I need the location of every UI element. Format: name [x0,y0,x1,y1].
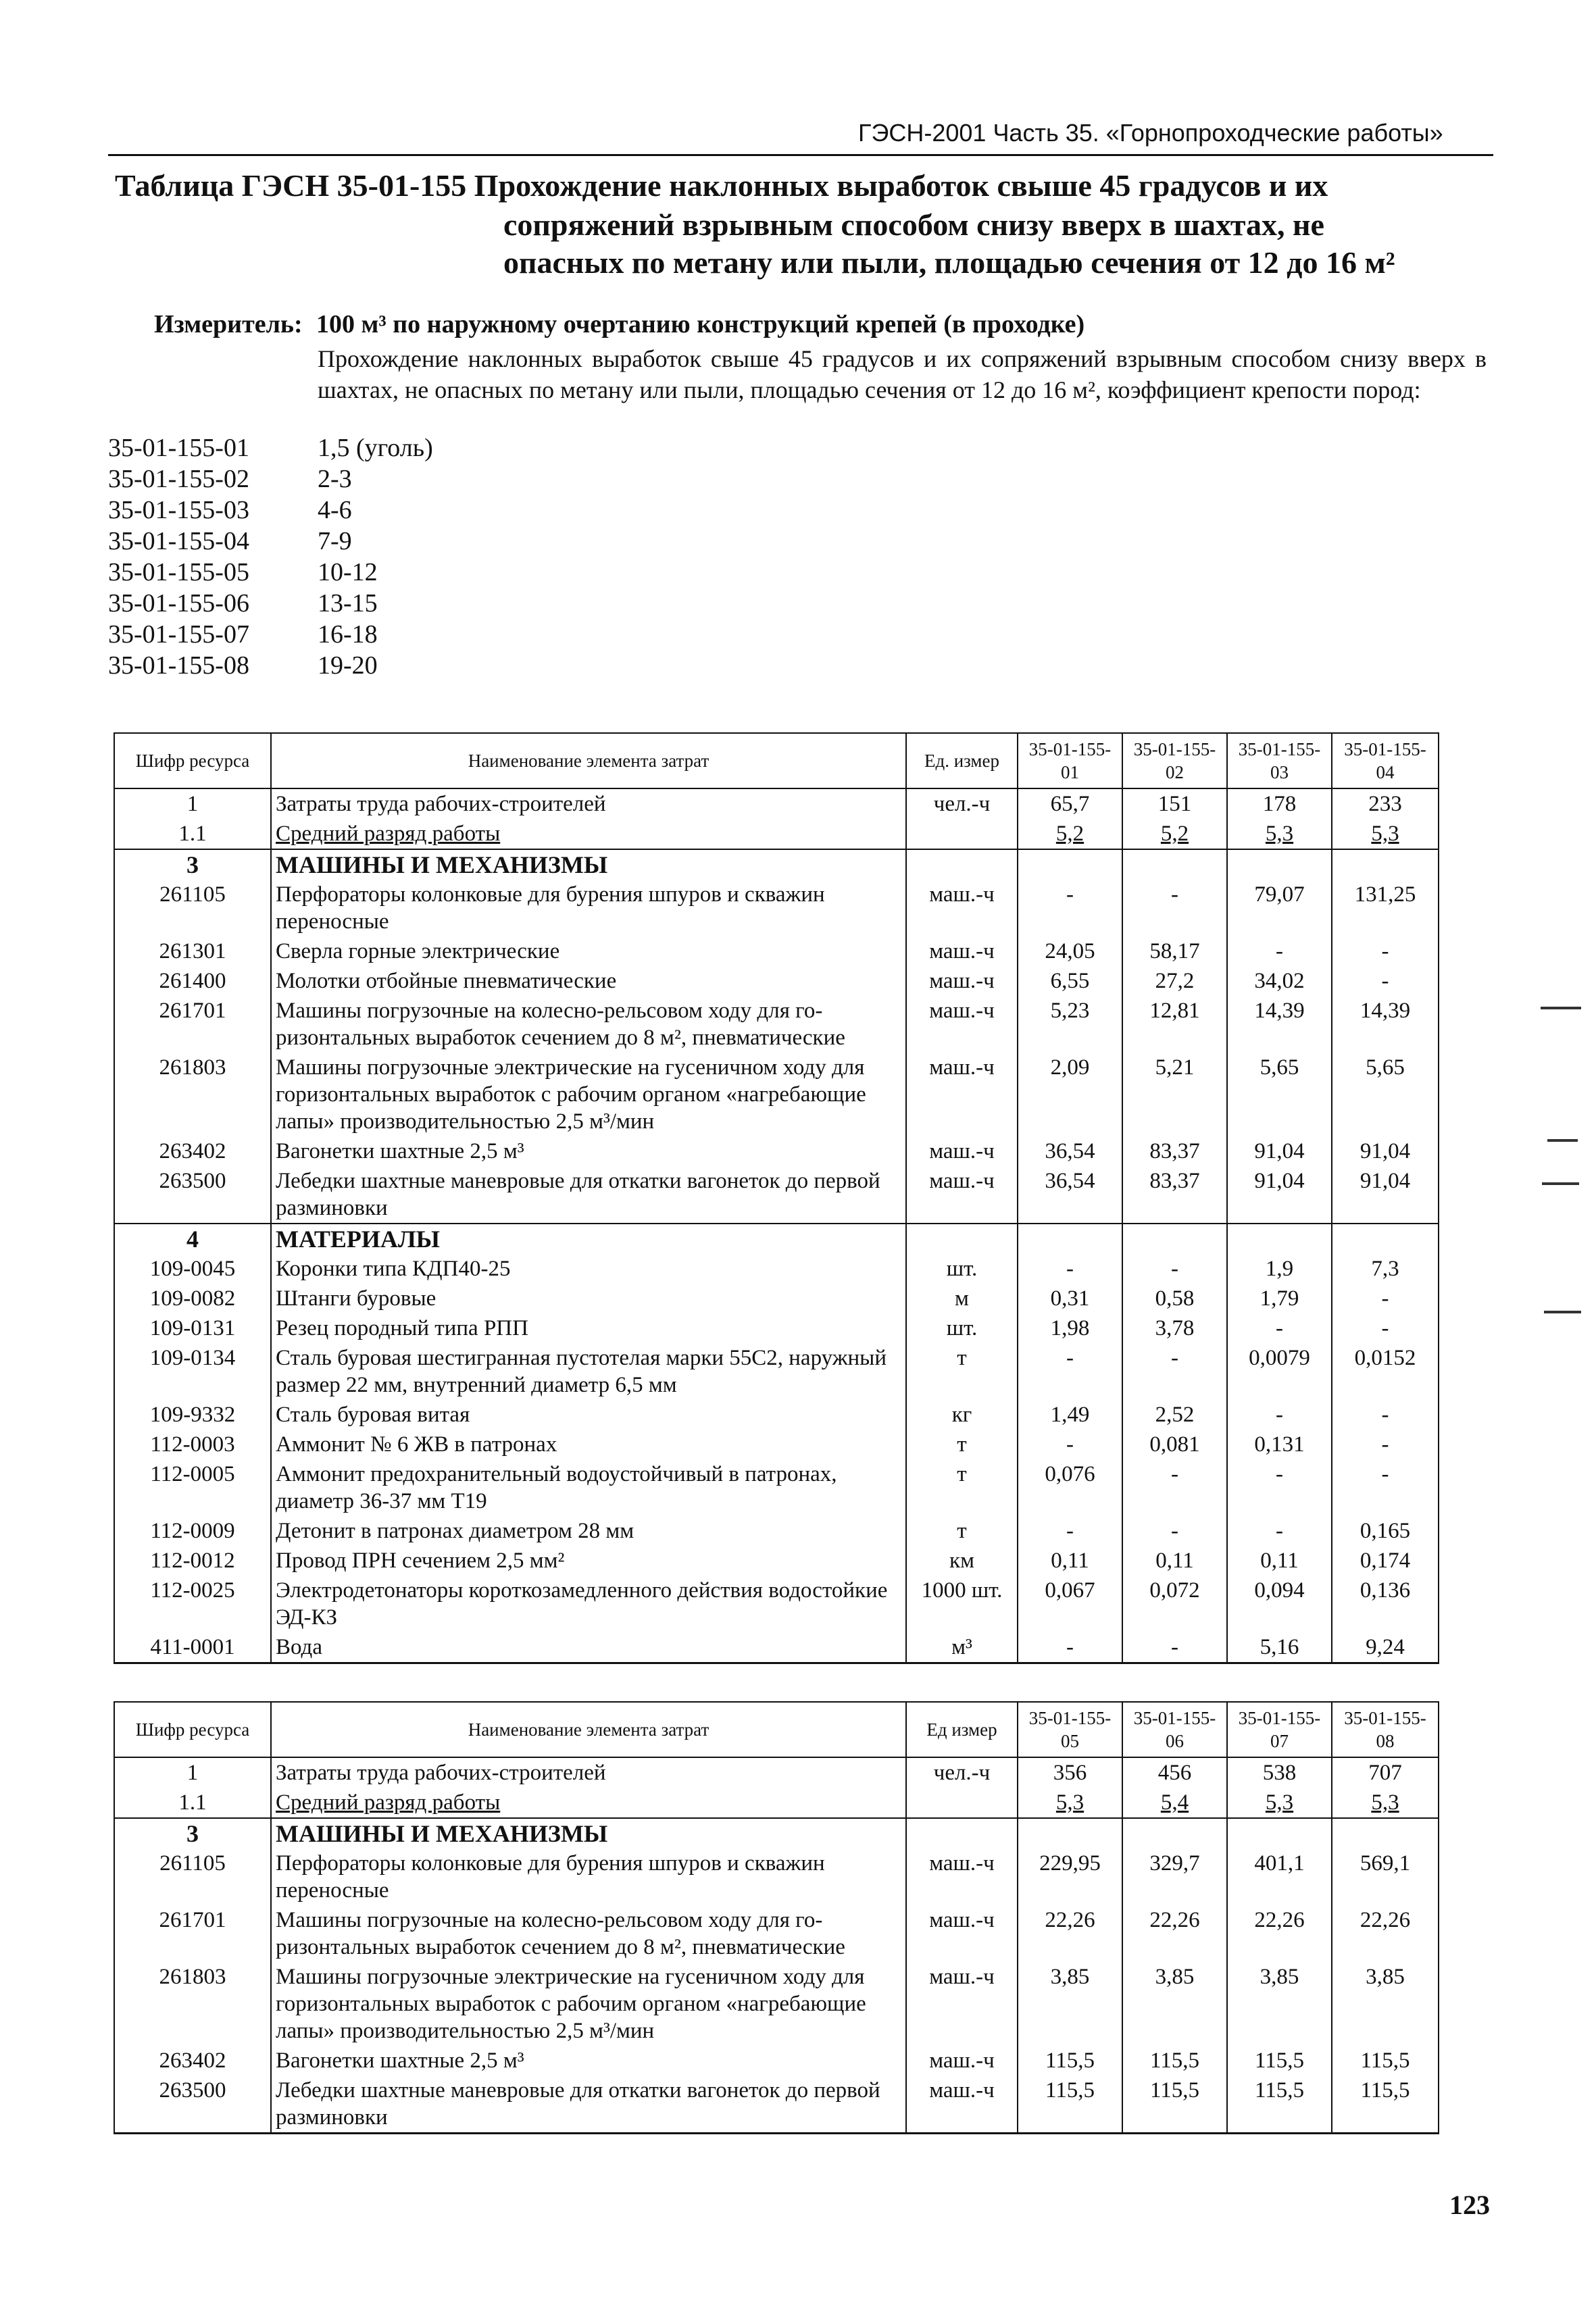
rate-code: 35-01-155-07 [108,620,249,649]
table-row [114,1053,1439,1136]
value-cell: 5,23 [1018,996,1122,1053]
table-row [114,1576,1439,1632]
rock-hardness: 1,5 (уголь) [318,434,433,462]
resource-name: Машины погрузочные на колесно-рельсовом ходу для горизонтальных выработок сечением до 8 м², пневматические [271,996,906,1053]
table-row [114,966,1439,996]
unit-cell: маш.-ч [906,2076,1018,2134]
value-cell [1018,1224,1122,1254]
column-header: 35-01-155-04 [1332,733,1439,788]
resource-name: Штанги буровые [271,1284,906,1313]
unit-cell: маш.-ч [906,1166,1018,1224]
resource-code: 112-0025 [114,1576,271,1632]
value-cell: 115,5 [1227,2046,1332,2076]
unit-cell [906,849,1018,880]
value-cell: 2,09 [1018,1053,1122,1136]
value-cell: 1,79 [1227,1284,1332,1313]
value-cell: 456 [1122,1757,1227,1788]
unit-cell: маш.-ч [906,936,1018,966]
value-cell [1227,849,1332,880]
value-cell: - [1332,1430,1439,1459]
resource-code: 263500 [114,2076,271,2134]
value-cell: 5,3 [1227,819,1332,849]
resource-name: Машины погрузочные электрические на гусеничном ходу для горизонтальных выработок с рабочим органом «нагребающие лапы» производительностью 2,5 м³/мин [271,1962,906,2046]
value-cell: - [1018,1343,1122,1400]
unit-cell: маш.-ч [906,880,1018,936]
table-header-row [114,733,1439,788]
rate-code: 35-01-155-05 [108,558,249,586]
value-cell: 229,95 [1018,1848,1122,1905]
value-cell: 58,17 [1122,936,1227,966]
column-header: Ед. измер [906,733,1018,788]
resource-name: Электродетонаторы короткозамедленного действия водостойкие ЭД-КЗ [271,1576,906,1632]
table-row [114,1905,1439,1962]
resource-name: Машины погрузочные электрические на гусеничном ходу для горизонтальных выработок с рабочим органом «нагребающие лапы» производительностью 2,5 м³/мин [271,1053,906,1136]
value-cell: - [1122,880,1227,936]
resource-code: 4 [114,1224,271,1254]
resource-name: Перфораторы колонковые для бурения шпуров и скважин переносные [271,1848,906,1905]
value-cell: 5,65 [1227,1053,1332,1136]
resource-code: 3 [114,849,271,880]
section-row [114,1224,1439,1254]
value-cell [1122,1818,1227,1848]
resource-code: 261400 [114,966,271,996]
column-header: 35-01-155-07 [1227,1702,1332,1757]
resource-code: 112-0009 [114,1516,271,1546]
rate-code: 35-01-155-03 [108,496,249,524]
resource-code: 263402 [114,2046,271,2076]
value-cell: - [1018,1430,1122,1459]
value-cell: 1,49 [1018,1400,1122,1430]
resource-name: Лебедки шахтные маневровые для откатки вагонеток до первой разминовки [271,2076,906,2134]
resource-name: Вода [271,1632,906,1663]
value-cell: - [1227,1459,1332,1516]
table-row [114,880,1439,936]
value-cell: 5,2 [1018,819,1122,849]
resource-name: Лебедки шахтные маневровые для откатки вагонеток до первой разминовки [271,1166,906,1224]
value-cell: 115,5 [1332,2076,1439,2134]
value-cell: 0,58 [1122,1284,1227,1313]
table-row [114,1284,1439,1313]
value-cell: 569,1 [1332,1848,1439,1905]
value-cell: 356 [1018,1757,1122,1788]
unit-cell: кг [906,1400,1018,1430]
value-cell: 91,04 [1227,1136,1332,1166]
value-cell: 0,31 [1018,1284,1122,1313]
resource-code: 109-0045 [114,1254,271,1284]
section-row [114,849,1439,880]
value-cell: 3,85 [1332,1962,1439,2046]
value-cell: - [1018,1632,1122,1663]
unit-cell: км [906,1546,1018,1576]
rock-hardness: 7-9 [318,527,352,555]
value-cell: - [1018,1516,1122,1546]
table-row [114,1166,1439,1224]
value-cell: 707 [1332,1757,1439,1788]
unit-cell [906,1224,1018,1254]
table-row [114,1136,1439,1166]
table-row [114,788,1439,819]
value-cell: 22,26 [1018,1905,1122,1962]
work-description: Прохождение наклонных выработок свыше 45 градусов и их сопряжений взрывным способом снизу вверх в шахтах, не опасных по метану или пыли, площадью сечения от 12 до 16 м², коэффициент крепости пород: [318,345,1487,403]
margin-mark [1542,1182,1579,1185]
column-header: Шифр ресурса [114,733,271,788]
table-row [114,1757,1439,1788]
unit-cell [906,1788,1018,1818]
value-cell: - [1122,1459,1227,1516]
resource-name: Сталь буровая шестигранная пустотелая марки 55С2, наружный размер 22 мм, внутренний диаметр 6,5 мм [271,1343,906,1400]
rate-code: 35-01-155-06 [108,589,249,618]
value-cell: 5,2 [1122,819,1227,849]
value-cell [1018,1818,1122,1848]
unit-cell: чел.-ч [906,788,1018,819]
value-cell: 5,3 [1227,1788,1332,1818]
value-cell: 0,0079 [1227,1343,1332,1400]
value-cell: 0,072 [1122,1576,1227,1632]
value-cell: 401,1 [1227,1848,1332,1905]
resource-name: Перфораторы колонковые для бурения шпуров и скважин переносные [271,880,906,936]
resource-code: 261105 [114,880,271,936]
value-cell: 9,24 [1332,1632,1439,1663]
column-header: Наименование элемента затрат [271,733,906,788]
rate-code: 35-01-155-01 [108,434,249,462]
value-cell: - [1018,880,1122,936]
value-cell [1227,1818,1332,1848]
code-list-item [108,432,433,463]
rate-code: 35-01-155-02 [108,465,249,493]
value-cell: 83,37 [1122,1136,1227,1166]
resource-name: Машины погрузочные на колесно-рельсовом ходу для горизонтальных выработок сечением до 8 м², пневматические [271,1905,906,1962]
unit-cell: шт. [906,1254,1018,1284]
resource-code: 112-0005 [114,1459,271,1516]
unit-cell: чел.-ч [906,1757,1018,1788]
value-cell: 0,136 [1332,1576,1439,1632]
rate-code: 35-01-155-08 [108,651,249,680]
resource-name: Сверла горные электрические [271,936,906,966]
value-cell: 0,0152 [1332,1343,1439,1400]
resource-name: Вагонетки шахтные 2,5 м³ [271,2046,906,2076]
value-cell [1332,849,1439,880]
value-cell: 538 [1227,1757,1332,1788]
table-row [114,936,1439,966]
margin-mark [1541,1007,1581,1009]
value-cell: 65,7 [1018,788,1122,819]
column-header: 35-01-155-06 [1122,1702,1227,1757]
measure-label: Измеритель: [154,310,303,338]
resource-table-2 [114,1701,1439,2134]
value-cell: 5,4 [1122,1788,1227,1818]
value-cell: 115,5 [1018,2046,1122,2076]
resource-name: Аммонит предохранительный водоустойчивый в патронах, диаметр 36-37 мм Т19 [271,1459,906,1516]
margin-mark [1544,1311,1581,1313]
table-row [114,1632,1439,1663]
resource-code: 1.1 [114,1788,271,1818]
value-cell: 115,5 [1018,2076,1122,2134]
table-row [114,1430,1439,1459]
resource-name: Затраты труда рабочих-строителей [271,1757,906,1788]
value-cell: 115,5 [1332,2046,1439,2076]
measure-text: 100 м³ по наружному очертанию конструкций крепей (в проходке) [316,310,1085,338]
value-cell: - [1227,1313,1332,1343]
value-cell: 12,81 [1122,996,1227,1053]
unit-cell: маш.-ч [906,2046,1018,2076]
unit-cell: т [906,1459,1018,1516]
value-cell: 3,78 [1122,1313,1227,1343]
table-row [114,2046,1439,2076]
resource-code: 263402 [114,1136,271,1166]
value-cell: 0,165 [1332,1516,1439,1546]
column-header: 35-01-155-02 [1122,733,1227,788]
value-cell: - [1332,1284,1439,1313]
unit-cell: 1000 шт. [906,1576,1018,1632]
rock-hardness: 16-18 [318,620,378,649]
value-cell: - [1122,1254,1227,1284]
value-cell: - [1227,1516,1332,1546]
resource-code: 112-0003 [114,1430,271,1459]
table-row [114,1459,1439,1516]
resource-name: Молотки отбойные пневматические [271,966,906,996]
resource-code: 112-0012 [114,1546,271,1576]
rate-code: 35-01-155-04 [108,527,249,555]
resource-code: 109-0082 [114,1284,271,1313]
value-cell: 14,39 [1332,996,1439,1053]
value-cell: 83,37 [1122,1166,1227,1224]
value-cell: 5,16 [1227,1632,1332,1663]
value-cell [1122,849,1227,880]
resource-code: 1 [114,1757,271,1788]
table-row [114,1962,1439,2046]
resource-code: 109-9332 [114,1400,271,1430]
value-cell: 0,11 [1227,1546,1332,1576]
value-cell: 91,04 [1227,1166,1332,1224]
value-cell: 131,25 [1332,880,1439,936]
resource-code: 109-0134 [114,1343,271,1400]
code-list-item [108,650,433,681]
value-cell: 22,26 [1122,1905,1227,1962]
code-list [108,432,433,681]
value-cell: - [1332,936,1439,966]
value-cell: 22,26 [1227,1905,1332,1962]
value-cell: 36,54 [1018,1166,1122,1224]
value-cell: 3,85 [1227,1962,1332,2046]
value-cell: 34,02 [1227,966,1332,996]
table-header-row [114,1702,1439,1757]
unit-cell: маш.-ч [906,966,1018,996]
resource-name: Средний разряд работы [271,819,906,849]
unit-cell: маш.-ч [906,1962,1018,2046]
value-cell: 178 [1227,788,1332,819]
value-cell [1332,1224,1439,1254]
unit-cell: маш.-ч [906,1848,1018,1905]
resource-code: 411-0001 [114,1632,271,1663]
value-cell: - [1332,1459,1439,1516]
value-cell: 115,5 [1122,2046,1227,2076]
measure-line [154,309,1084,339]
value-cell: 0,11 [1122,1546,1227,1576]
unit-cell: т [906,1430,1018,1459]
resource-name: Провод ПРН сечением 2,5 мм² [271,1546,906,1576]
value-cell: 1,9 [1227,1254,1332,1284]
code-list-item [108,495,433,526]
column-header: Ед измер [906,1702,1018,1757]
value-cell: 0,11 [1018,1546,1122,1576]
value-cell: 6,55 [1018,966,1122,996]
unit-cell: т [906,1516,1018,1546]
table-row [114,1400,1439,1430]
code-list-item [108,463,433,495]
column-header: 35-01-155-01 [1018,733,1122,788]
resource-name: МАШИНЫ И МЕХАНИЗМЫ [271,1818,906,1848]
value-cell: 3,85 [1018,1962,1122,2046]
value-cell: 0,174 [1332,1546,1439,1576]
unit-cell: м [906,1284,1018,1313]
value-cell: 0,094 [1227,1576,1332,1632]
unit-cell: м³ [906,1632,1018,1663]
section-row [114,1818,1439,1848]
value-cell [1018,849,1122,880]
table-title-line-2: сопряжений взрывным способом снизу вверх в шахтах, не [503,207,1324,242]
table-row [114,1788,1439,1818]
value-cell: 115,5 [1227,2076,1332,2134]
unit-cell: маш.-ч [906,1053,1018,1136]
value-cell: 27,2 [1122,966,1227,996]
value-cell [1227,1224,1332,1254]
value-cell: 79,07 [1227,880,1332,936]
resource-code: 261803 [114,1053,271,1136]
value-cell: - [1122,1632,1227,1663]
resource-name: МАШИНЫ И МЕХАНИЗМЫ [271,849,906,880]
value-cell: 91,04 [1332,1166,1439,1224]
resource-name: Резец породный типа РПП [271,1313,906,1343]
resource-code: 261701 [114,996,271,1053]
table-row [114,1848,1439,1905]
column-header: 35-01-155-03 [1227,733,1332,788]
value-cell: 0,076 [1018,1459,1122,1516]
column-header: 35-01-155-05 [1018,1702,1122,1757]
code-list-item [108,619,433,650]
table-row [114,2076,1439,2134]
unit-cell: шт. [906,1313,1018,1343]
resource-name: Детонит в патронах диаметром 28 мм [271,1516,906,1546]
value-cell: 151 [1122,788,1227,819]
value-cell: - [1332,1400,1439,1430]
unit-cell: маш.-ч [906,1136,1018,1166]
rock-hardness: 19-20 [318,651,378,680]
column-header: Наименование элемента затрат [271,1702,906,1757]
value-cell: - [1227,936,1332,966]
resource-name: Средний разряд работы [271,1788,906,1818]
code-list-item [108,557,433,588]
resource-code: 261701 [114,1905,271,1962]
value-cell: 24,05 [1018,936,1122,966]
table-row [114,996,1439,1053]
value-cell: - [1332,966,1439,996]
unit-cell [906,1818,1018,1848]
column-header: 35-01-155-08 [1332,1702,1439,1757]
table-row [114,1516,1439,1546]
value-cell: 5,3 [1018,1788,1122,1818]
resource-code: 3 [114,1818,271,1848]
resource-code: 261803 [114,1962,271,2046]
header-rule [108,154,1493,156]
resource-code: 1.1 [114,819,271,849]
value-cell: 329,7 [1122,1848,1227,1905]
resource-name: Сталь буровая витая [271,1400,906,1430]
value-cell: - [1122,1343,1227,1400]
table-title-line-1: Таблица ГЭСН 35-01-155 Прохождение наклонных выработок свыше 45 градусов и их [115,168,1328,203]
value-cell: 5,3 [1332,819,1439,849]
table-row [114,1343,1439,1400]
value-cell: 5,21 [1122,1053,1227,1136]
value-cell: 91,04 [1332,1136,1439,1166]
column-header: Шифр ресурса [114,1702,271,1757]
value-cell: 36,54 [1018,1136,1122,1166]
value-cell: 5,65 [1332,1053,1439,1136]
resource-name: Коронки типа КДП40-25 [271,1254,906,1284]
value-cell: 14,39 [1227,996,1332,1053]
table-title-line-3: опасных по метану или пыли, площадью сечения от 12 до 16 м² [503,245,1395,280]
value-cell [1122,1224,1227,1254]
unit-cell: маш.-ч [906,1905,1018,1962]
value-cell: 7,3 [1332,1254,1439,1284]
value-cell: - [1227,1400,1332,1430]
table-row [114,1546,1439,1576]
value-cell: 0,067 [1018,1576,1122,1632]
value-cell: 5,3 [1332,1788,1439,1818]
running-header: ГЭСН-2001 Часть 35. «Горнопроходческие работы» [858,119,1443,147]
unit-cell: т [906,1343,1018,1400]
page-number: 123 [1449,2190,1490,2220]
value-cell: - [1332,1313,1439,1343]
value-cell: 233 [1332,788,1439,819]
resource-name: МАТЕРИАЛЫ [271,1224,906,1254]
value-cell: 3,85 [1122,1962,1227,2046]
value-cell: 2,52 [1122,1400,1227,1430]
value-cell: - [1018,1254,1122,1284]
code-list-item [108,588,433,619]
unit-cell: маш.-ч [906,996,1018,1053]
rock-hardness: 13-15 [318,589,378,618]
unit-cell [906,819,1018,849]
rock-hardness: 2-3 [318,465,352,493]
value-cell: 115,5 [1122,2076,1227,2134]
resource-code: 1 [114,788,271,819]
table-row [114,1254,1439,1284]
margin-mark [1547,1139,1578,1142]
value-cell: 22,26 [1332,1905,1439,1962]
resource-name: Вагонетки шахтные 2,5 м³ [271,1136,906,1166]
resource-code: 263500 [114,1166,271,1224]
resource-code: 109-0131 [114,1313,271,1343]
resource-code: 261105 [114,1848,271,1905]
code-list-item [108,526,433,557]
value-cell: 1,98 [1018,1313,1122,1343]
value-cell: 0,131 [1227,1430,1332,1459]
resource-name: Затраты труда рабочих-строителей [271,788,906,819]
rock-hardness: 4-6 [318,496,352,524]
resource-name: Аммонит № 6 ЖВ в патронах [271,1430,906,1459]
table-row [114,1313,1439,1343]
resource-table-1 [114,732,1439,1664]
value-cell: 0,081 [1122,1430,1227,1459]
value-cell [1332,1818,1439,1848]
table-row [114,819,1439,849]
resource-code: 261301 [114,936,271,966]
value-cell: - [1122,1516,1227,1546]
rock-hardness: 10-12 [318,558,378,586]
